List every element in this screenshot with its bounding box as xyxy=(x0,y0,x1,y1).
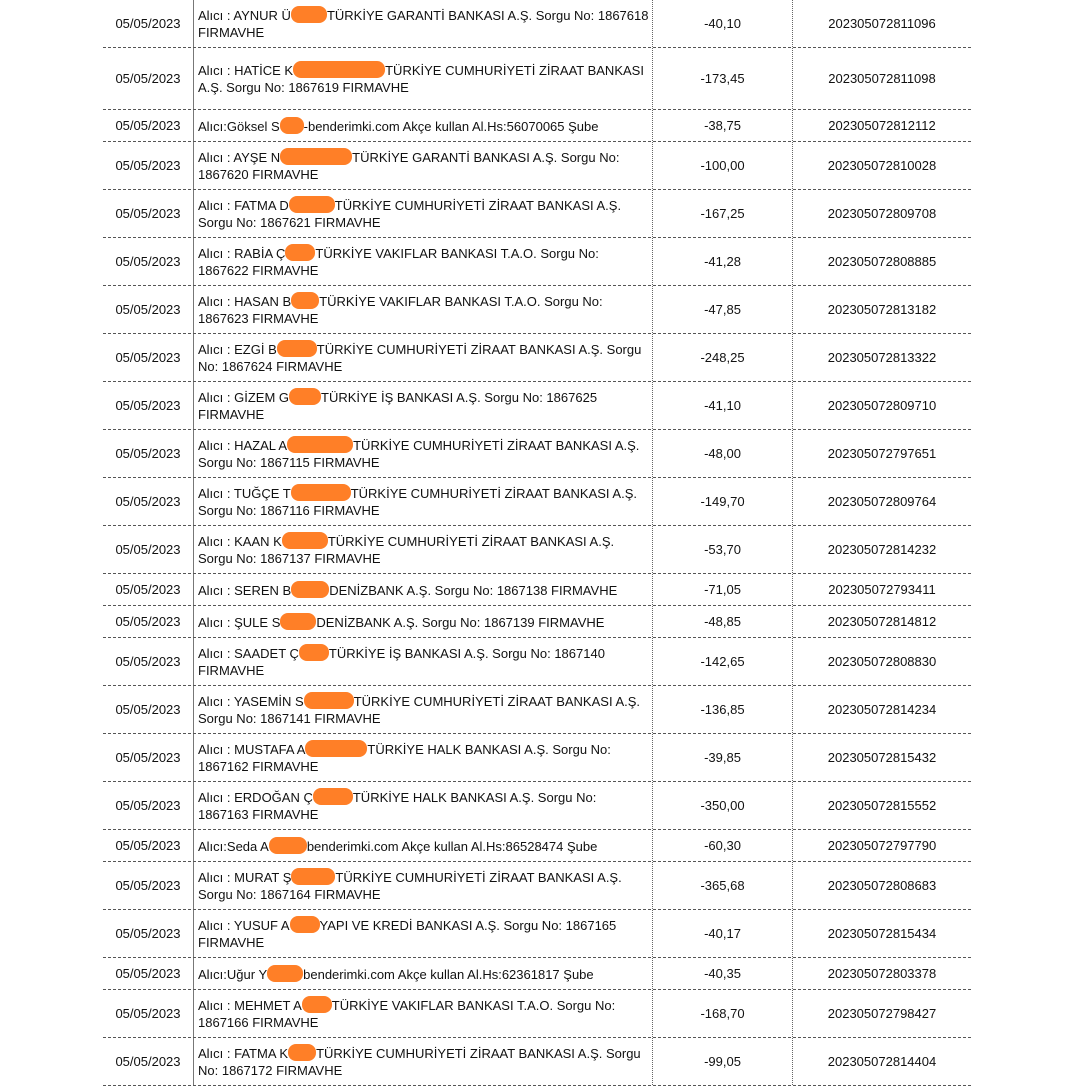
amount-text: -47,85 xyxy=(704,302,741,317)
reference-text: 202305072793411 xyxy=(828,582,936,597)
reference-cell xyxy=(793,638,971,685)
date-cell xyxy=(103,382,194,429)
description-text xyxy=(198,148,650,183)
reference-text: 202305072809710 xyxy=(827,398,937,413)
description-prefix: Alıcı : HAZAL A xyxy=(198,438,288,453)
redaction-mark xyxy=(280,148,352,165)
redaction-mark xyxy=(291,484,351,501)
amount-text: -248,25 xyxy=(700,350,745,365)
date-cell xyxy=(103,686,194,733)
reference-text: 202305072811096 xyxy=(828,16,936,31)
date-cell xyxy=(103,958,194,989)
date-text: 05/05/2023 xyxy=(115,494,181,509)
description-prefix: Alıcı : FATMA K xyxy=(198,1046,289,1061)
date-cell xyxy=(103,190,194,237)
description-cell xyxy=(194,382,653,429)
amount-text: -38,75 xyxy=(704,118,741,133)
amount-cell xyxy=(653,958,793,989)
amount-cell xyxy=(653,110,793,141)
reference-cell xyxy=(793,382,971,429)
description-suffix: YAPI VE KREDİ BANKASI A.Ş. Sorgu No: 1867165 FIRMAVHE xyxy=(198,918,617,950)
date-text: 05/05/2023 xyxy=(115,206,181,221)
date-text: 05/05/2023 xyxy=(115,702,181,717)
reference-text: 202305072813182 xyxy=(827,302,937,317)
reference-cell xyxy=(793,48,971,109)
description-cell xyxy=(194,638,653,685)
redaction-mark xyxy=(288,1044,316,1061)
table-row xyxy=(103,734,971,782)
description-prefix: Alıcı:Seda A xyxy=(198,838,269,854)
description-prefix: Alıcı:Uğur Y xyxy=(198,966,268,982)
description-suffix: TÜRKİYE CUMHURİYETİ ZİRAAT BANKASI A.Ş. Sorgu No: 1867137 FIRMAVHE xyxy=(198,534,615,566)
description-suffix: TÜRKİYE GARANTİ BANKASI A.Ş. Sorgu No: 1867620 FIRMAVHE xyxy=(198,150,620,182)
table-row xyxy=(103,142,971,190)
reference-text: 202305072815434 xyxy=(827,926,937,941)
amount-text: -53,70 xyxy=(704,542,741,557)
amount-text: -149,70 xyxy=(700,494,745,509)
description-text xyxy=(198,788,650,823)
description-prefix: Alıcı : MEHMET A xyxy=(198,998,302,1013)
reference-cell xyxy=(793,190,971,237)
amount-cell xyxy=(653,686,793,733)
redaction-mark xyxy=(285,244,315,261)
reference-text: 202305072808683 xyxy=(827,878,937,893)
description-prefix: Alıcı : EZGİ B xyxy=(198,342,277,357)
amount-text: -41,10 xyxy=(704,398,741,413)
description-suffix: TÜRKİYE İŞ BANKASI A.Ş. Sorgu No: 1867625 FIRMAVHE xyxy=(198,390,598,422)
description-cell xyxy=(194,686,653,733)
description-text xyxy=(198,965,594,983)
amount-text: -40,10 xyxy=(704,16,741,31)
redaction-mark xyxy=(291,6,327,23)
date-cell xyxy=(103,110,194,141)
amount-cell xyxy=(653,606,793,637)
amount-text: -41,28 xyxy=(704,254,741,269)
amount-text: -173,45 xyxy=(700,71,745,86)
date-cell xyxy=(103,734,194,781)
description-suffix: TÜRKİYE CUMHURİYETİ ZİRAAT BANKASI A.Ş. Sorgu No: 1867115 FIRMAVHE xyxy=(198,438,640,470)
description-suffix: TÜRKİYE VAKIFLAR BANKASI T.A.O. Sorgu No: 1867623 FIRMAVHE xyxy=(198,294,603,326)
amount-cell xyxy=(653,862,793,909)
reference-text: 202305072797790 xyxy=(827,838,937,853)
redaction-mark xyxy=(299,644,329,661)
reference-cell xyxy=(793,0,971,47)
amount-cell xyxy=(653,142,793,189)
description-cell xyxy=(194,430,653,477)
description-prefix: Alıcı : HATİCE K xyxy=(198,63,294,78)
date-cell xyxy=(103,430,194,477)
amount-text: -60,30 xyxy=(704,838,741,853)
description-suffix: TÜRKİYE CUMHURİYETİ ZİRAAT BANKASI A.Ş. Sorgu No: 1867164 FIRMAVHE xyxy=(198,870,622,902)
description-text xyxy=(198,196,650,231)
description-text xyxy=(198,532,650,567)
description-cell xyxy=(194,606,653,637)
description-suffix: benderimki.com Akçe kullan Al.Hs:62361817 Şube xyxy=(303,966,594,982)
amount-cell xyxy=(653,430,793,477)
date-cell xyxy=(103,334,194,381)
amount-cell xyxy=(653,910,793,957)
description-prefix: Alıcı : HASAN B xyxy=(198,294,292,309)
amount-cell xyxy=(653,334,793,381)
description-suffix: TÜRKİYE CUMHURİYETİ ZİRAAT BANKASI A.Ş. Sorgu No: 1867116 FIRMAVHE xyxy=(198,486,637,518)
date-cell xyxy=(103,606,194,637)
amount-cell xyxy=(653,382,793,429)
date-cell xyxy=(103,1038,194,1085)
table-row xyxy=(103,286,971,334)
reference-text: 202305072808885 xyxy=(827,254,937,269)
description-prefix: Alıcı : KAAN K xyxy=(198,534,282,549)
redaction-mark xyxy=(304,692,354,709)
redaction-mark xyxy=(313,788,353,805)
redaction-mark xyxy=(287,436,353,453)
reference-cell xyxy=(793,430,971,477)
description-prefix: Alıcı : YASEMİN S xyxy=(198,694,304,709)
date-text: 05/05/2023 xyxy=(115,398,181,413)
description-suffix: TÜRKİYE HALK BANKASI A.Ş. Sorgu No: 1867162 FIRMAVHE xyxy=(198,742,611,774)
date-cell xyxy=(103,478,194,525)
transactions-table xyxy=(103,0,971,1086)
redaction-mark xyxy=(290,916,320,933)
amount-cell xyxy=(653,238,793,285)
description-suffix: -benderimki.com Akçe kullan Al.Hs:56070065 Şube xyxy=(303,118,599,134)
table-row xyxy=(103,862,971,910)
description-cell xyxy=(194,286,653,333)
description-prefix: Alıcı : GİZEM G xyxy=(198,390,290,405)
reference-text: 202305072798427 xyxy=(827,1006,937,1021)
description-cell xyxy=(194,142,653,189)
amount-text: -40,17 xyxy=(704,926,741,941)
description-cell xyxy=(194,238,653,285)
date-text: 05/05/2023 xyxy=(115,542,181,557)
description-suffix: TÜRKİYE GARANTİ BANKASI A.Ş. Sorgu No: 1867618 FIRMAVHE xyxy=(198,8,649,40)
date-cell xyxy=(103,238,194,285)
description-prefix: Alıcı : TUĞÇE T xyxy=(198,486,291,501)
table-row xyxy=(103,574,971,606)
description-text xyxy=(198,436,650,471)
date-cell xyxy=(103,910,194,957)
amount-text: -48,85 xyxy=(704,614,741,629)
description-text xyxy=(198,244,650,279)
amount-text: -350,00 xyxy=(700,798,745,813)
amount-text: -365,68 xyxy=(700,878,745,893)
reference-text: 202305072808830 xyxy=(827,654,937,669)
reference-cell xyxy=(793,142,971,189)
amount-text: -168,70 xyxy=(700,1006,745,1021)
redaction-mark xyxy=(291,581,329,598)
description-cell xyxy=(194,862,653,909)
reference-text: 202305072809764 xyxy=(827,494,937,509)
reference-text: 202305072803378 xyxy=(827,966,937,981)
amount-cell xyxy=(653,734,793,781)
date-text: 05/05/2023 xyxy=(115,254,181,269)
redaction-mark xyxy=(305,740,367,757)
date-cell xyxy=(103,0,194,47)
redaction-mark xyxy=(289,196,335,213)
date-cell xyxy=(103,638,194,685)
description-text xyxy=(198,837,597,855)
reference-cell xyxy=(793,990,971,1037)
date-cell xyxy=(103,574,194,605)
description-suffix: TÜRKİYE CUMHURİYETİ ZİRAAT BANKASI A.Ş. Sorgu No: 1867141 FIRMAVHE xyxy=(198,694,641,726)
date-cell xyxy=(103,526,194,573)
reference-text: 202305072815432 xyxy=(827,750,937,765)
table-row xyxy=(103,606,971,638)
reference-cell xyxy=(793,782,971,829)
reference-cell xyxy=(793,110,971,141)
reference-text: 202305072814232 xyxy=(827,542,937,557)
description-cell xyxy=(194,334,653,381)
description-text xyxy=(198,692,650,727)
description-suffix: TÜRKİYE CUMHURİYETİ ZİRAAT BANKASI A.Ş. Sorgu No: 1867621 FIRMAVHE xyxy=(198,198,622,230)
table-row xyxy=(103,830,971,862)
amount-cell xyxy=(653,0,793,47)
description-prefix: Alıcı : MURAT Ş xyxy=(198,870,292,885)
date-text: 05/05/2023 xyxy=(115,1054,181,1069)
description-prefix: Alıcı : FATMA D xyxy=(198,198,289,213)
description-prefix: Alıcı:Göksel S xyxy=(198,118,280,134)
redaction-mark xyxy=(291,868,335,885)
redaction-mark xyxy=(293,61,385,78)
table-row xyxy=(103,382,971,430)
date-text: 05/05/2023 xyxy=(115,582,181,597)
date-text: 05/05/2023 xyxy=(115,798,181,813)
description-suffix: TÜRKİYE CUMHURİYETİ ZİRAAT BANKASI A.Ş. Sorgu No: 1867624 FIRMAVHE xyxy=(198,342,642,374)
reference-text: 202305072813322 xyxy=(827,350,937,365)
date-cell xyxy=(103,830,194,861)
table-row xyxy=(103,110,971,142)
description-suffix: TÜRKİYE CUMHURİYETİ ZİRAAT BANKASI A.Ş. Sorgu No: 1867172 FIRMAVHE xyxy=(198,1046,641,1078)
redaction-mark xyxy=(302,996,332,1013)
amount-cell xyxy=(653,286,793,333)
description-prefix: Alıcı : ŞULE S xyxy=(198,614,281,630)
description-suffix: TÜRKİYE VAKIFLAR BANKASI T.A.O. Sorgu No: 1867622 FIRMAVHE xyxy=(198,246,599,278)
description-text xyxy=(198,581,617,599)
description-suffix: TÜRKİYE HALK BANKASI A.Ş. Sorgu No: 1867163 FIRMAVHE xyxy=(198,790,597,822)
redaction-mark xyxy=(280,613,316,630)
table-row xyxy=(103,190,971,238)
table-row xyxy=(103,526,971,574)
description-cell xyxy=(194,910,653,957)
amount-cell xyxy=(653,478,793,525)
description-suffix: DENİZBANK A.Ş. Sorgu No: 1867139 FIRMAVHE xyxy=(316,614,605,630)
description-suffix: TÜRKİYE VAKIFLAR BANKASI T.A.O. Sorgu No: 1867166 FIRMAVHE xyxy=(198,998,616,1030)
date-cell xyxy=(103,286,194,333)
description-text xyxy=(198,117,598,135)
amount-cell xyxy=(653,1038,793,1085)
amount-cell xyxy=(653,782,793,829)
reference-cell xyxy=(793,1038,971,1085)
amount-text: -99,05 xyxy=(704,1054,741,1069)
date-cell xyxy=(103,142,194,189)
table-row xyxy=(103,1038,971,1086)
table-row xyxy=(103,686,971,734)
date-text: 05/05/2023 xyxy=(115,71,181,86)
reference-cell xyxy=(793,686,971,733)
reference-text: 202305072814404 xyxy=(827,1054,937,1069)
redaction-mark xyxy=(282,532,328,549)
description-text xyxy=(198,740,650,775)
amount-text: -100,00 xyxy=(700,158,745,173)
date-text: 05/05/2023 xyxy=(115,446,181,461)
amount-cell xyxy=(653,638,793,685)
description-cell xyxy=(194,958,653,989)
reference-cell xyxy=(793,574,971,605)
amount-text: -48,00 xyxy=(704,446,741,461)
description-text xyxy=(198,61,650,96)
reference-text: 202305072809708 xyxy=(827,206,937,221)
amount-cell xyxy=(653,830,793,861)
date-text: 05/05/2023 xyxy=(115,158,181,173)
date-cell xyxy=(103,990,194,1037)
amount-cell xyxy=(653,990,793,1037)
description-suffix: benderimki.com Akçe kullan Al.Hs:86528474 Şube xyxy=(306,838,598,854)
date-text: 05/05/2023 xyxy=(115,878,181,893)
description-cell xyxy=(194,478,653,525)
amount-cell xyxy=(653,526,793,573)
description-text xyxy=(198,484,650,519)
amount-text: -40,35 xyxy=(704,966,741,981)
reference-text: 202305072812112 xyxy=(828,118,936,133)
description-cell xyxy=(194,782,653,829)
description-cell xyxy=(194,990,653,1037)
date-text: 05/05/2023 xyxy=(115,118,181,133)
description-cell xyxy=(194,0,653,47)
reference-text: 202305072810028 xyxy=(827,158,937,173)
description-prefix: Alıcı : AYNUR Ü xyxy=(198,8,291,23)
table-row xyxy=(103,334,971,382)
description-text xyxy=(198,292,650,327)
amount-text: -71,05 xyxy=(704,582,741,597)
reference-cell xyxy=(793,478,971,525)
amount-cell xyxy=(653,574,793,605)
reference-cell xyxy=(793,334,971,381)
amount-text: -142,65 xyxy=(700,654,745,669)
table-row xyxy=(103,958,971,990)
description-suffix: DENİZBANK A.Ş. Sorgu No: 1867138 FIRMAVHE xyxy=(329,582,618,598)
description-cell xyxy=(194,110,653,141)
reference-cell xyxy=(793,910,971,957)
reference-cell xyxy=(793,606,971,637)
description-text xyxy=(198,644,650,679)
description-text xyxy=(198,996,650,1031)
description-cell xyxy=(194,48,653,109)
table-row xyxy=(103,478,971,526)
description-suffix: TÜRKİYE CUMHURİYETİ ZİRAAT BANKASI A.Ş. Sorgu No: 1867619 FIRMAVHE xyxy=(198,63,644,95)
reference-text: 202305072811098 xyxy=(828,71,936,86)
date-text: 05/05/2023 xyxy=(115,838,181,853)
date-text: 05/05/2023 xyxy=(115,654,181,669)
description-cell xyxy=(194,1038,653,1085)
table-row xyxy=(103,910,971,958)
date-cell xyxy=(103,48,194,109)
description-text xyxy=(198,6,650,41)
description-cell xyxy=(194,830,653,861)
date-text: 05/05/2023 xyxy=(115,302,181,317)
table-row xyxy=(103,990,971,1038)
reference-cell xyxy=(793,862,971,909)
date-text: 05/05/2023 xyxy=(115,16,181,31)
reference-cell xyxy=(793,830,971,861)
reference-cell xyxy=(793,286,971,333)
description-text xyxy=(198,613,604,631)
amount-text: -39,85 xyxy=(704,750,741,765)
redaction-mark xyxy=(269,837,307,854)
description-prefix: Alıcı : RABİA Ç xyxy=(198,246,286,261)
date-cell xyxy=(103,782,194,829)
description-suffix: TÜRKİYE İŞ BANKASI A.Ş. Sorgu No: 1867140 FIRMAVHE xyxy=(198,646,605,678)
redaction-mark xyxy=(291,292,319,309)
description-prefix: Alıcı : SEREN B xyxy=(198,582,292,598)
reference-cell xyxy=(793,526,971,573)
date-text: 05/05/2023 xyxy=(115,966,181,981)
date-text: 05/05/2023 xyxy=(115,1006,181,1021)
description-cell xyxy=(194,526,653,573)
reference-cell xyxy=(793,958,971,989)
date-cell xyxy=(103,862,194,909)
table-row xyxy=(103,782,971,830)
reference-cell xyxy=(793,734,971,781)
table-row xyxy=(103,238,971,286)
description-prefix: Alıcı : ERDOĞAN Ç xyxy=(198,790,313,805)
description-prefix: Alıcı : SAADET Ç xyxy=(198,646,299,661)
date-text: 05/05/2023 xyxy=(115,350,181,365)
redaction-mark xyxy=(277,340,317,357)
amount-text: -136,85 xyxy=(700,702,745,717)
description-text xyxy=(198,388,650,423)
reference-text: 202305072797651 xyxy=(827,446,937,461)
date-text: 05/05/2023 xyxy=(115,614,181,629)
description-text xyxy=(198,340,650,375)
description-cell xyxy=(194,574,653,605)
date-text: 05/05/2023 xyxy=(115,926,181,941)
amount-cell xyxy=(653,190,793,237)
reference-text: 202305072815552 xyxy=(827,798,937,813)
table-row xyxy=(103,48,971,110)
description-prefix: Alıcı : MUSTAFA A xyxy=(198,742,306,757)
description-text xyxy=(198,868,650,903)
description-cell xyxy=(194,190,653,237)
description-prefix: Alıcı : AYŞE N xyxy=(198,150,281,165)
redaction-mark xyxy=(280,117,304,134)
description-cell xyxy=(194,734,653,781)
description-text xyxy=(198,916,650,951)
table-row xyxy=(103,0,971,48)
reference-text: 202305072814234 xyxy=(827,702,937,717)
reference-text: 202305072814812 xyxy=(827,614,937,629)
description-prefix: Alıcı : YUSUF A xyxy=(198,918,290,933)
reference-cell xyxy=(793,238,971,285)
description-text xyxy=(198,1044,650,1079)
amount-cell xyxy=(653,48,793,109)
redaction-mark xyxy=(267,965,303,982)
date-text: 05/05/2023 xyxy=(115,750,181,765)
table-row xyxy=(103,430,971,478)
amount-text: -167,25 xyxy=(700,206,745,221)
redaction-mark xyxy=(289,388,321,405)
table-row xyxy=(103,638,971,686)
